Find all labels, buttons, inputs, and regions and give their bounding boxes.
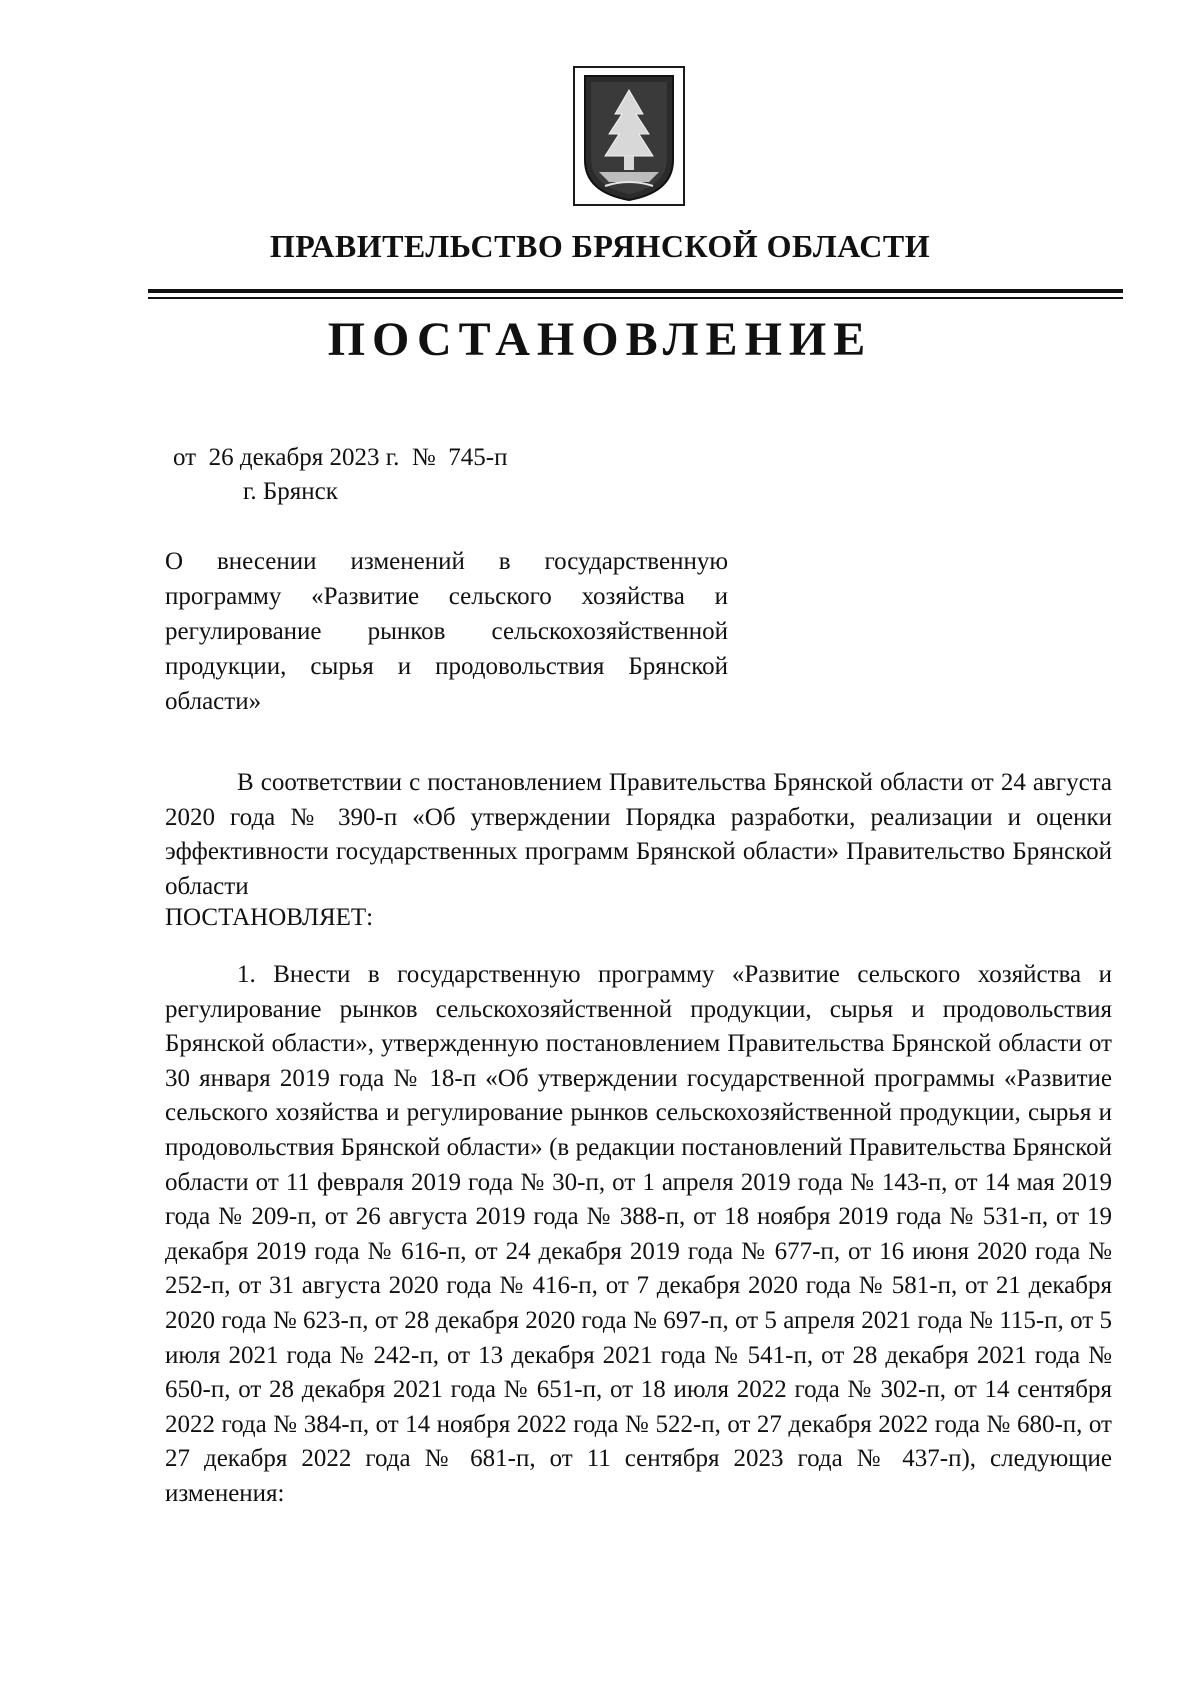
- government-title: ПРАВИТЕЛЬСТВО БРЯНСКОЙ ОБЛАСТИ: [269, 228, 931, 264]
- document-type-title: ПОСТАНОВЛЕНИЕ: [327, 313, 873, 366]
- document-city: г. Брянск: [243, 478, 338, 505]
- item-1-paragraph: 1. Внести в государственную программу «Развитие сельского хозяйства и регулирование рынков сельскохозяйственной продукции, сырья и продовольствия Брянской области», утвержденную постановлением Правительства Брянской области от 30 января 2019 года № 18-п «Об утверждении государственной программы «Развитие сельского хозяйства и регулирование рынков сельскохозяйственной продукции, сырья и продовольствия Брянской области» (в редакции постановлений Правительства Брянской области от 11 февраля 2019 года № 30-п, от 1 апреля 2019 года № 143-п, от 14 мая 2019 года № 209-п, от 26 августа 2019 года № 388-п, от 18 ноября 2019 года № 531-п, от 19 декабря 2019 года № 616-п, от 24 декабря 2019 года № 677-п, от 16 июня 2020 года № 252-п, от 31 августа 2020 года № 416-п, от 7 декабря 2020 года № 581-п, от 21 декабря 2020 года № 623-п, от 28 декабря 2020 года № 697-п, от 5 апреля 2021 года № 115-п, от 5 июля 2021 года № 242-п, от 13 декабря 2021 года № 541-п, от 28 декабря 2021 года № 650-п, от 28 декабря 2021 года № 651-п, от 18 июля 2022 года № 302-п, от 14 сентября 2022 года № 384-п, от 14 ноября 2022 года № 522-п, от 27 декабря 2022 года № 680-п, от 27 декабря 2022 года № 681-п, от 11 сентября 2023 года № 437-п), следующие изменения:: [165, 961, 1112, 1507]
- preamble-paragraph: В соответствии с постановлением Правительства Брянской области от 24 августа 2020 года № 390-п «Об утверждении Порядка разработки, реализации и оценки эффективности государственных программ Брянской области» Правительство Брянской области: [165, 769, 1112, 900]
- decree-word: ПОСТАНОВЛЯЕТ:: [165, 904, 374, 931]
- document-subject: О внесении изменений в государственную программу «Развитие сельского хозяйства и регулирование рынков сельскохозяйственной продукции, сырья и продовольствия Брянской области»: [165, 548, 728, 715]
- document-date-number: от 26 декабря 2023 г. № 745-п: [173, 444, 508, 471]
- header-rule-thick: [148, 289, 1123, 293]
- header-rule-thin: [148, 297, 1123, 299]
- coat-of-arms-icon: [575, 68, 683, 204]
- coat-of-arms-emblem: [573, 66, 685, 206]
